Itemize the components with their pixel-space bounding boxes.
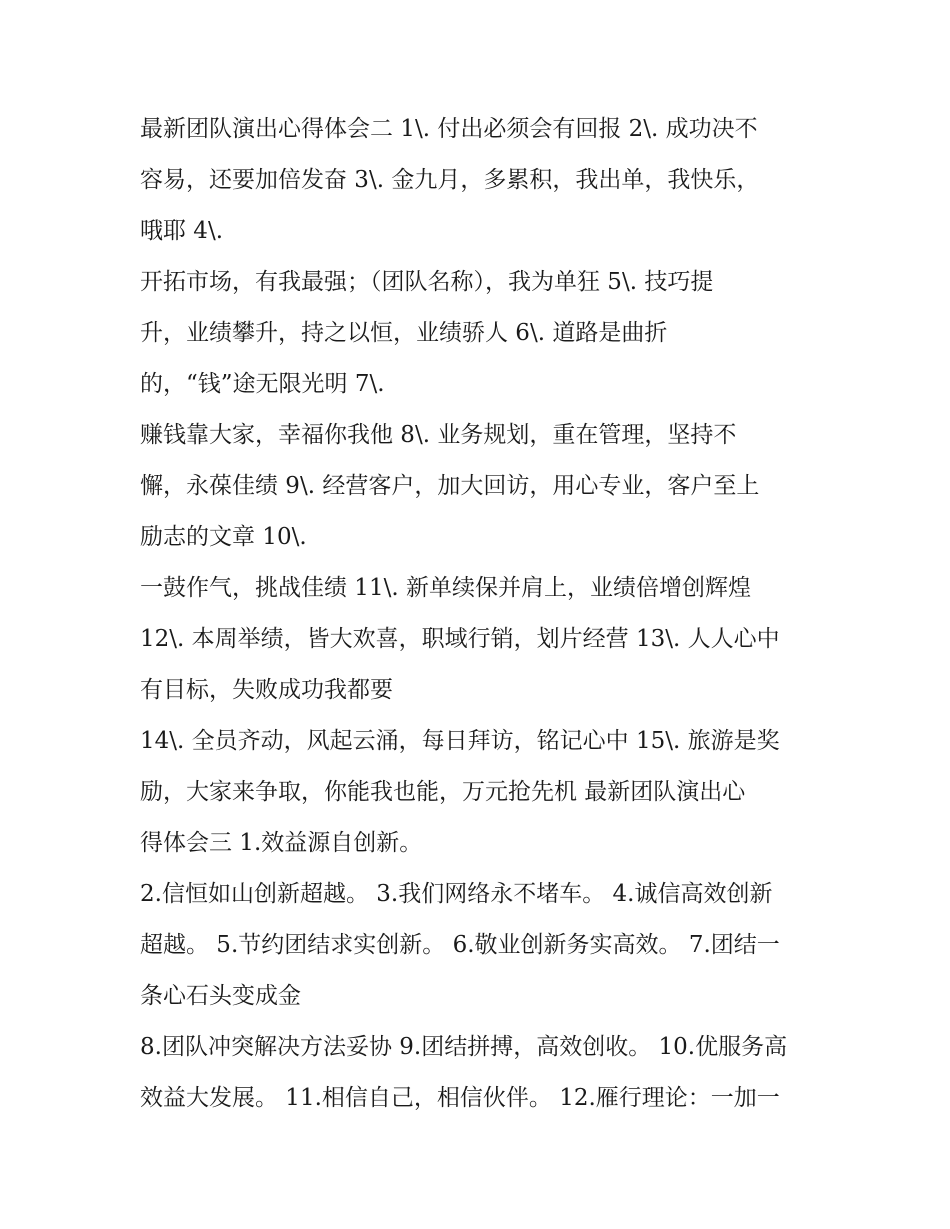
text-line-2: 容易，还要加倍发奋 3\. 金九月，多累积，我出单，我快乐， xyxy=(140,167,760,193)
text-line-4: 开拓市场，有我最强；（团队名称），我为单狂 5\. 技巧提 xyxy=(140,269,714,295)
text-line-5: 升，业绩攀升，持之以恒，业绩骄人 6\. 道路是曲折 xyxy=(140,320,668,346)
text-line-12: 有目标，失败成功我都要 xyxy=(140,677,393,703)
text-line-17: 超越。 5.节约团结求实创新。 6.敬业创新务实高效。 7.团结一 xyxy=(140,932,780,958)
text-line-3: 哦耶 4\. xyxy=(140,218,224,244)
text-line-16: 2.信恒如山创新超越。 3.我们网络永不堵车。 4.诚信高效创新 xyxy=(140,881,773,907)
text-line-19: 8.团队冲突解决方法妥协 9.团结拼搏，高效创收。 10.优服务高 xyxy=(140,1034,788,1060)
text-line-20: 效益大发展。 11.相信自己，相信伙伴。 12.雁行理论：一加一 xyxy=(140,1085,780,1111)
text-line-10: 一鼓作气，挑战佳绩 11\. 新单续保并肩上，业绩倍增创辉煌 xyxy=(140,575,751,601)
text-line-15: 得体会三 1.效益源自创新。 xyxy=(140,830,423,856)
text-line-11: 12\. 本周举绩，皆大欢喜，职域行销，划片经营 13\. 人人心中 xyxy=(140,626,780,652)
document-body xyxy=(140,104,830,1124)
text-line-6: 的，“钱”途无限光明 7\. xyxy=(140,371,385,397)
text-line-9: 励志的文章 10\. xyxy=(140,524,307,550)
text-line-18: 条心石头变成金 xyxy=(140,983,301,1009)
text-line-8: 懈，永葆佳绩 9\. 经营客户，加大回访，用心专业，客户至上 xyxy=(140,473,760,499)
text-line-14: 励，大家来争取，你能我也能，万元抢先机 最新团队演出心 xyxy=(140,779,746,805)
text-line-1: 最新团队演出心得体会二 1\. 付出必须会有回报 2\. 成功决不 xyxy=(140,116,758,142)
text-line-7: 赚钱靠大家，幸福你我他 8\. 业务规划，重在管理，坚持不 xyxy=(140,422,737,448)
text-line-13: 14\. 全员齐动，风起云涌，每日拜访，铭记心中 15\. 旅游是奖 xyxy=(140,728,780,754)
